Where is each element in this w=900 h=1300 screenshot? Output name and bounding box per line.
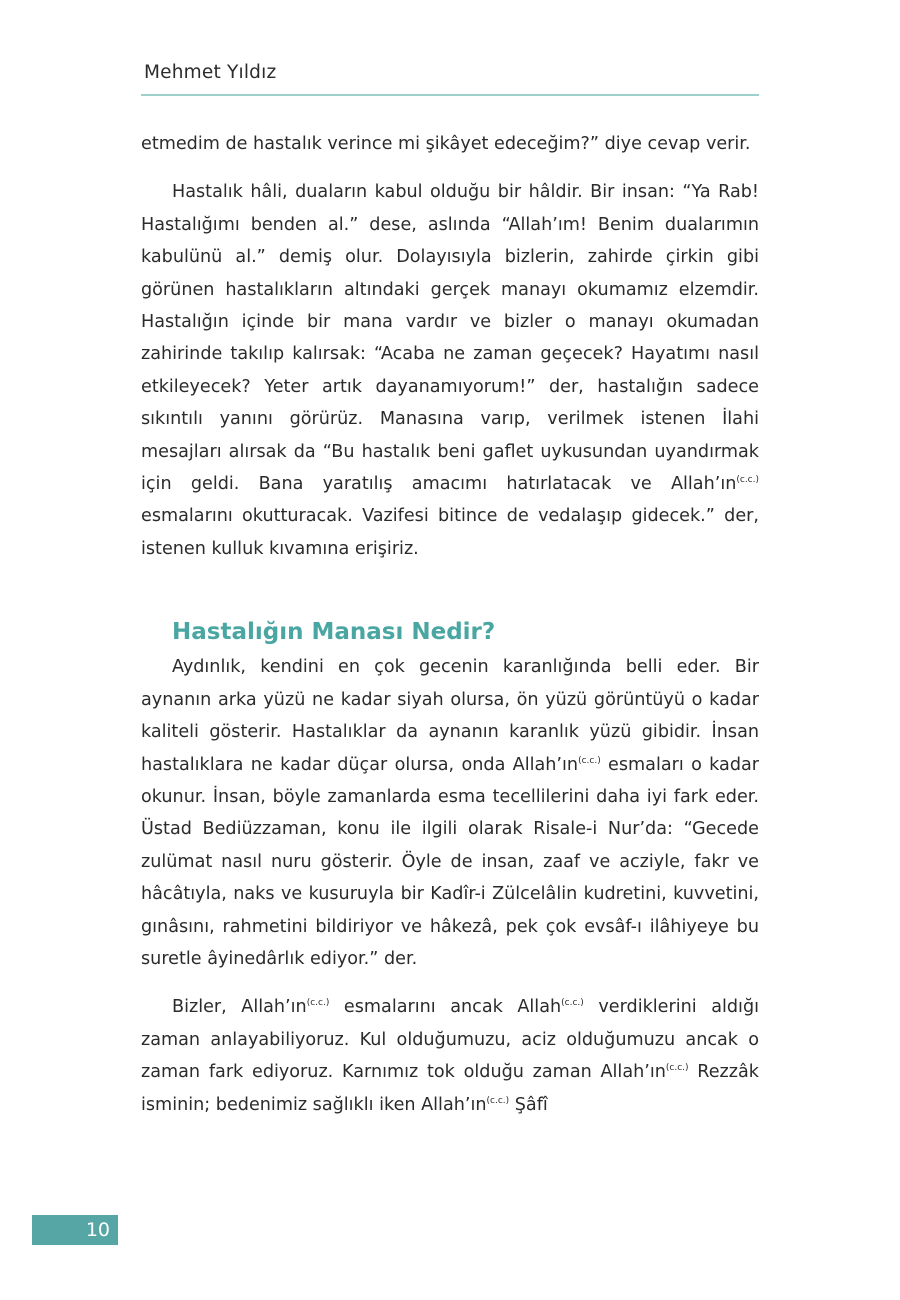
honorific-superscript: (c.c.) [306, 998, 330, 1009]
paragraph: Aydınlık, kendini en çok gecenin karanlığında belli eder. Bir aynanın arka yüzü ne kadar siyah olursa, ön yüzü görüntüyü o kadar kaliteli gösterir. Hastalıklar da aynanın karanlık yüzü gibidir. İnsan hastalıklara ne kadar düçar olursa, onda $Allah’ın^{(c.c.)}$ esmaları o kadar okunur. İnsan, böyle zamanlarda esma tecellilerini daha iyi fark eder. Üstad Bediüzzaman, konu ile ilgili olarak Risale-i Nur’da: “Gecede zulümat nasıl nuru gösterir. Öyle de insan, zaaf ve acziyle, fakr ve hâcâtıyla, naks ve kusuruyla bir Kadîr-i Zülcelâlin kudretini, kuvvetini, gınâsını, rahmetini bildiriyor ve hâkezâ, pek çok evsâf-ı ilâhiyeye bu suretle âyinedârlık ediyor.” der. [141, 657, 760, 969]
paragraph: Hastalık hâli, duaların kabul olduğu bir hâldir. Bir insan: “Ya Rab! Hastalığımı benden al.” dese, aslında “Allah’ım! Benim dualarımın kabulünü al.” demiş olur. Dolayısıyla bizlerin, zahirde çirkin gibi görünen hastalıkların altındaki gerçek manayı okumamız elzemdir. Hastalığın içinde bir mana vardır ve bizler o manayı okumadan zahirinde takılıp kalırsak: “Acaba ne zaman geçecek? Hayatımı nasıl etkileyecek? Yeter artık dayanamıyorum!” der, hastalığın sadece sıkıntılı yanını görürüz. Manasına varıp, verilmek istenen İlahi mesajları alırsak da “Bu hastalık beni gaflet uykusundan uyandırmak için geldi. Bana yaratılış amacımı hatırlatacak ve $Allah’ın^{(c.c.)}$ esmalarını okutturacak. Vazifesi bitince de vedalaşıp gidecek.” der, istenen kulluk kıvamına erişiriz. [141, 182, 759, 559]
honorific-superscript: (c.c.) [736, 475, 759, 486]
page-number-tab [32, 1215, 118, 1245]
header-divider [141, 94, 759, 96]
running-header [144, 62, 759, 83]
honorific-superscript: (c.c.) [578, 755, 601, 766]
author-name: Mehmet Yıldız [144, 62, 277, 83]
section-heading: Hastalığın Manası Nedir? [172, 619, 496, 646]
honorific-superscript: (c.c.) [561, 998, 584, 1009]
page-number: 10 [85, 1219, 110, 1241]
honorific-superscript: (c.c.) [665, 1063, 689, 1074]
page-body [141, 128, 759, 1121]
paragraph: Bizler, $Allah’ın^{(c.c.)}$ esmalarını ancak Allah$^{(c.c.)}$ verdiklerini aldığı zaman anlayabiliyoruz. Kul olduğumuzu, aciz olduğumuzu ancak o zaman fark ediyoruz. Karnımız tok olduğu zaman $Allah’ın^{(c.c.)}$ Rezzâk isminin; bedenimiz sağlıklı iken $Allah’ın^{(c.c.)}$ Şâfî [141, 997, 759, 1115]
paragraph-continued: etmedim de hastalık verince mi şikâyet edeceğim?” diye cevap verir. [141, 134, 751, 154]
honorific-superscript: (c.c.) [486, 1095, 510, 1106]
